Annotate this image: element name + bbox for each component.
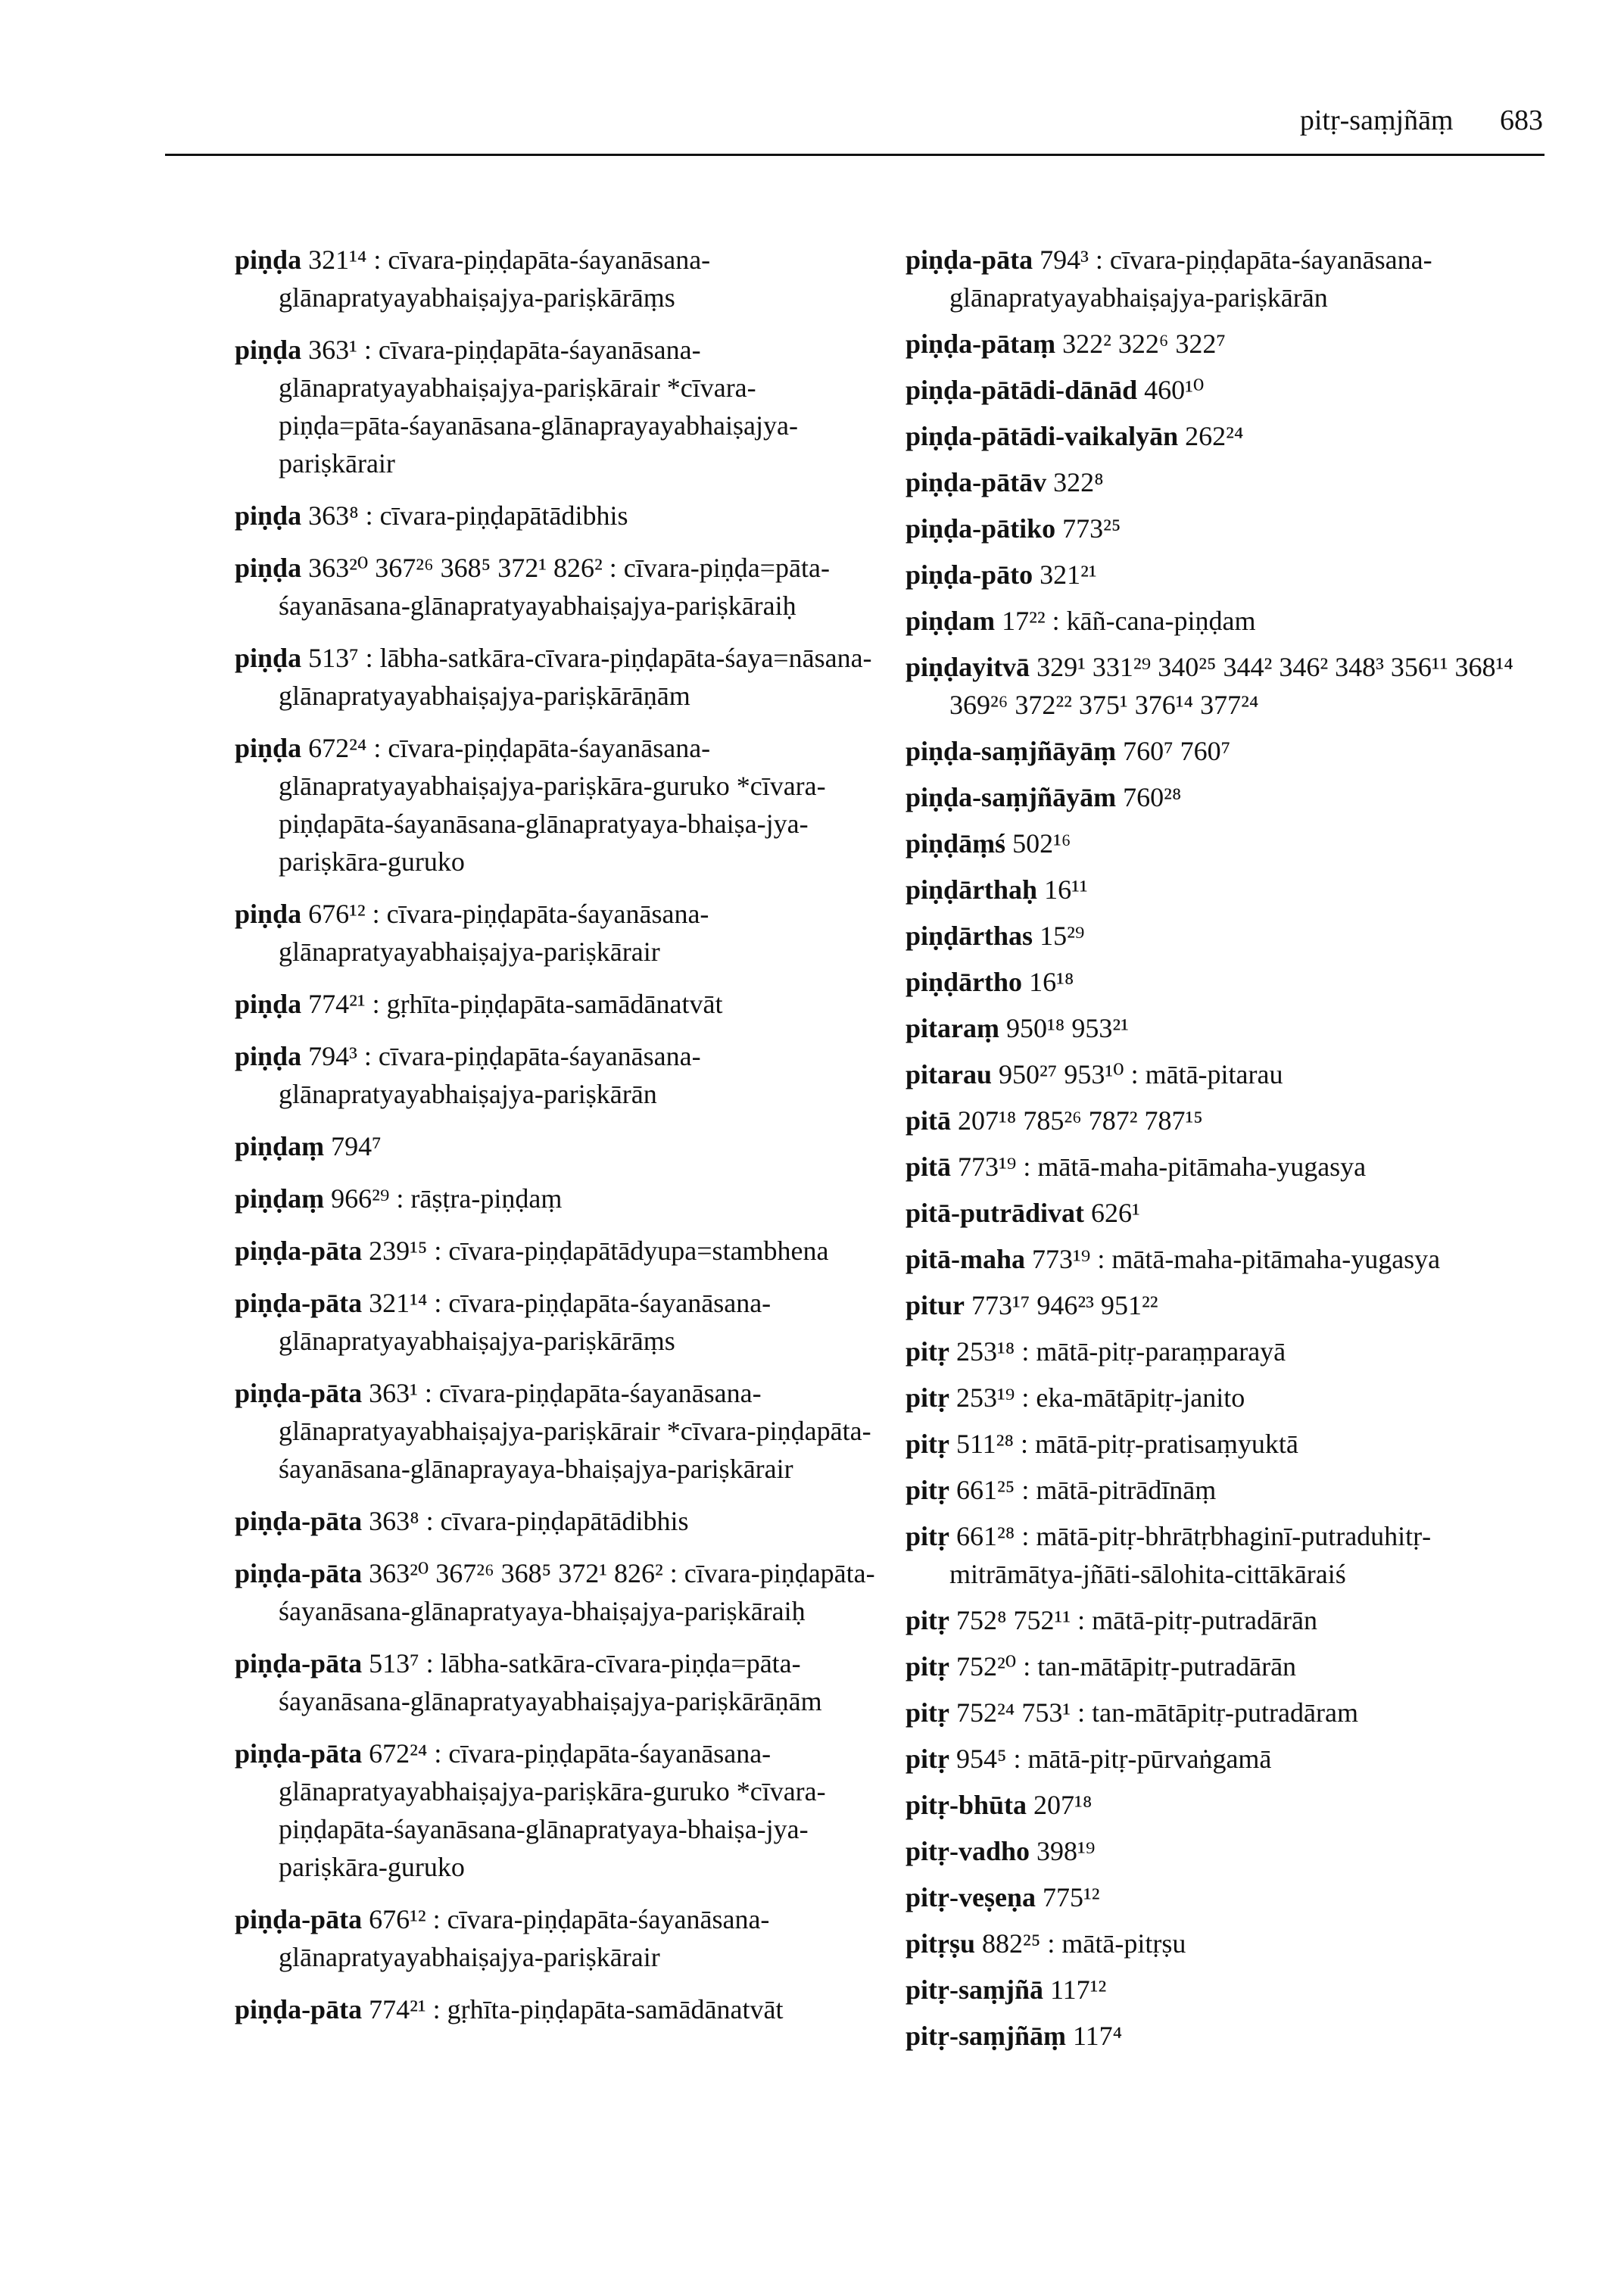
index-entry — [906, 871, 1557, 909]
entry-headword: pitā — [906, 1152, 952, 1182]
index-entry — [906, 463, 1557, 501]
index-entry — [235, 1990, 886, 2028]
index-entry — [906, 1194, 1557, 1232]
index-entry — [906, 1102, 1557, 1139]
entry-references: 363²⁰ 367²⁶ 368⁵ 372¹ 826² : cīvara-piṇḍa=pāta-śayanāsana-glānapratyayabhaiṣajya-pariṣkāraiḥ — [279, 553, 830, 621]
entry-headword: piṇḍa-saṃjñāyāṃ — [906, 736, 1117, 766]
entry-references: 363²⁰ 367²⁶ 368⁵ 372¹ 826² : cīvara-piṇḍapāta-śayanāsana-glānapratyaya-bhaiṣajya-pariṣkāraiḥ — [279, 1558, 875, 1626]
entry-references: 207¹⁸ 785²⁶ 787² 787¹⁵ — [958, 1105, 1203, 1136]
index-entry — [906, 1055, 1557, 1093]
entry-headword: pitā-putrādivat — [906, 1198, 1085, 1228]
index-entry — [906, 1647, 1557, 1685]
index-entry — [906, 510, 1557, 547]
entry-headword: pitṛ — [906, 1521, 949, 1551]
entry-references: 676¹² : cīvara-piṇḍapāta-śayanāsana-glānapratyayabhaiṣajya-pariṣkārair — [279, 899, 709, 967]
entry-headword: pitṛ — [906, 1429, 949, 1459]
entry-headword: piṇḍa-pāta — [235, 1558, 363, 1588]
entry-headword: piṇḍaṃ — [235, 1131, 325, 1161]
entry-headword: piṇḍa-pāta — [235, 1994, 363, 2024]
entry-headword: piṇḍārthaḥ — [906, 874, 1038, 905]
index-entry — [906, 1601, 1557, 1639]
index-entry — [906, 1694, 1557, 1731]
index-entry — [906, 1009, 1557, 1047]
index-entry — [906, 917, 1557, 955]
entry-references: 363¹ : cīvara-piṇḍapāta-śayanāsana-glānapratyayabhaiṣajya-pariṣkārair *cīvara-piṇḍa=pāta-śayanāsana-glānaprayayabhaiṣajya-pariṣkārair — [279, 335, 798, 478]
index-entry — [906, 1786, 1557, 1824]
entry-headword: pitā-maha — [906, 1244, 1026, 1274]
entry-references: 950¹⁸ 953²¹ — [1005, 1013, 1129, 1043]
index-entry — [235, 1900, 886, 1976]
index-entry — [906, 732, 1557, 770]
entry-references: 207¹⁸ — [1033, 1790, 1093, 1820]
entry-references: 626¹ — [1091, 1198, 1140, 1228]
index-entry — [235, 639, 886, 715]
entry-references: 17²² : kāñ-cana-piṇḍam — [1002, 606, 1256, 636]
index-entry — [906, 1286, 1557, 1324]
index-entry — [235, 1180, 886, 1217]
entry-references: 794³ : cīvara-piṇḍapāta-śayanāsana-glānapratyayabhaiṣajya-pariṣkārān — [279, 1041, 701, 1109]
entry-headword: piṇḍāṃś — [906, 828, 1006, 859]
index-entry — [906, 1148, 1557, 1186]
index-entry — [906, 241, 1557, 316]
entry-headword: piṇḍārtho — [906, 967, 1023, 997]
entry-headword: pitṛ — [906, 1605, 949, 1635]
entry-headword: piṇḍa-saṃjñāyām — [906, 782, 1117, 812]
entry-references: 15²⁹ — [1040, 921, 1085, 951]
entry-references: 511²⁸ : mātā-pitṛ-pratisaṃyuktā — [956, 1429, 1298, 1459]
index-entry — [906, 824, 1557, 862]
index-entry — [906, 648, 1557, 724]
entry-headword: piṇḍa-pāta — [235, 1648, 363, 1678]
entry-headword: pitṛ — [906, 1697, 949, 1728]
index-entry — [906, 1425, 1557, 1463]
entry-references: 253¹⁹ : eka-mātāpitṛ-janito — [956, 1382, 1245, 1413]
entry-references: 775¹² — [1042, 1882, 1100, 1912]
entry-headword: piṇḍa-pātādi-dānād — [906, 375, 1138, 405]
entry-references: 773²⁵ — [1062, 513, 1121, 544]
index-entry — [906, 2017, 1557, 2055]
index-entry — [235, 1284, 886, 1360]
entry-headword: piṇḍa — [235, 335, 302, 365]
entry-references: 661²⁸ : mātā-pitṛ-bhrātṛbhaginī-putraduhitṛ-mitrāmātya-jñāti-sālohita-cittākāraiś — [949, 1521, 1432, 1589]
entry-references: 760²⁸ — [1123, 782, 1182, 812]
index-entry — [235, 497, 886, 535]
entry-headword: piṇḍa — [235, 989, 302, 1019]
index-entry — [906, 602, 1557, 640]
entry-headword: pitaraṃ — [906, 1013, 999, 1043]
entry-references: 794⁷ — [331, 1131, 382, 1161]
entry-references: 773¹⁹ : mātā-maha-pitāmaha-yugasya — [958, 1152, 1367, 1182]
entry-references: 966²⁹ : rāṣṭra-piṇḍaṃ — [331, 1183, 563, 1214]
index-entry — [906, 1740, 1557, 1778]
entry-headword: piṇḍa-pāta — [235, 1738, 363, 1769]
index-entry — [235, 1554, 886, 1630]
entry-references: 16¹⁸ — [1029, 967, 1074, 997]
index-entry — [906, 1517, 1557, 1593]
entry-references: 363⁸ : cīvara-piṇḍapātādibhis — [369, 1506, 689, 1536]
entry-references: 950²⁷ 953¹⁰ : mātā-pitarau — [999, 1059, 1283, 1089]
entry-headword: piṇḍaṃ — [235, 1183, 325, 1214]
index-entry — [906, 1471, 1557, 1509]
entry-references: 672²⁴ : cīvara-piṇḍapāta-śayanāsana-glānapratyayabhaiṣajya-pariṣkāra-guruko *cīvara-piṇḍapāta-śayanāsana-glānapratyaya-bhaiṣa-jya-pariṣkāra-guruko — [279, 733, 826, 877]
entry-headword: pitā — [906, 1105, 952, 1136]
entry-references: 398¹⁹ — [1036, 1836, 1096, 1866]
index-entry — [235, 729, 886, 881]
entry-references: 513⁷ : lābha-satkāra-cīvara-piṇḍa=pāta-śayanāsana-glānapratyayabhaiṣajya-pariṣkārāṇām — [279, 1648, 822, 1716]
entry-headword: pitṛṣu — [906, 1928, 976, 1959]
entry-references: 322² 322⁶ 322⁷ — [1062, 329, 1226, 359]
index-entry — [235, 895, 886, 971]
entry-headword: pitṛ — [906, 1336, 949, 1367]
index-entry — [235, 1374, 886, 1488]
entry-references: 752²⁰ : tan-mātāpitṛ-putradārān — [956, 1651, 1297, 1682]
entry-references: 502¹⁶ — [1012, 828, 1071, 859]
index-entry — [906, 1832, 1557, 1870]
index-entry — [235, 1232, 886, 1270]
entry-headword: piṇḍayitvā — [906, 652, 1030, 682]
index-entry — [906, 1379, 1557, 1417]
entry-references: 752²⁴ 753¹ : tan-mātāpitṛ-putradāram — [956, 1697, 1358, 1728]
entry-headword: piṇḍa — [235, 245, 302, 275]
entry-headword: piṇḍa — [235, 553, 302, 583]
index-entry — [235, 549, 886, 625]
index-entry — [906, 371, 1557, 409]
entry-references: 253¹⁸ : mātā-pitṛ-paraṃparayā — [956, 1336, 1286, 1367]
entry-references: 774²¹ : gṛhīta-piṇḍapāta-samādānatvāt — [308, 989, 723, 1019]
entry-references: 513⁷ : lābha-satkāra-cīvara-piṇḍapāta-śaya=nāsana-glānapratyayabhaiṣajya-pariṣkārāṇām — [279, 643, 872, 711]
index-entry — [906, 1240, 1557, 1278]
entry-references: 954⁵ : mātā-pitṛ-pūrvaṅgamā — [956, 1744, 1272, 1774]
entry-references: 773¹⁷ 946²³ 951²² — [971, 1290, 1158, 1320]
index-entry — [906, 417, 1557, 455]
entry-headword: piṇḍa — [235, 500, 302, 531]
entry-references: 239¹⁵ : cīvara-piṇḍapātādyupa=stambhena — [369, 1236, 829, 1266]
index-entry — [906, 1878, 1557, 1916]
entry-headword: pitṛ-saṃjñāṃ — [906, 2021, 1066, 2051]
entry-headword: piṇḍa-pāto — [906, 559, 1033, 590]
entry-references: 774²¹ : gṛhīta-piṇḍapāta-samādānatvāt — [369, 1994, 784, 2024]
entry-headword: pitṛ-bhūta — [906, 1790, 1027, 1820]
index-entry — [906, 1332, 1557, 1370]
entry-headword: piṇḍa-pātādi-vaikalyān — [906, 421, 1179, 451]
entry-references: 672²⁴ : cīvara-piṇḍapāta-śayanāsana-glānapratyayabhaiṣajya-pariṣkāra-guruko *cīvara-piṇḍapāta-śayanāsana-glānapratyaya-bhaiṣa-jya-pariṣkāra-guruko — [279, 1738, 826, 1882]
entry-headword: piṇḍārthas — [906, 921, 1033, 951]
index-entry — [906, 556, 1557, 594]
entry-references: 322⁸ — [1053, 467, 1104, 497]
entry-references: 794³ : cīvara-piṇḍapāta-śayanāsana-glānapratyayabhaiṣajya-pariṣkārān — [949, 245, 1432, 313]
entry-references: 752⁸ 752¹¹ : mātā-pitṛ-putradārān — [956, 1605, 1317, 1635]
entry-references: 321¹⁴ : cīvara-piṇḍapāta-śayanāsana-glānapratyayabhaiṣajya-pariṣkārāṃs — [279, 1288, 771, 1356]
entry-headword: piṇḍa — [235, 1041, 302, 1071]
entry-headword: piṇḍam — [906, 606, 996, 636]
entry-headword: piṇḍa-pāta — [235, 1904, 363, 1934]
entry-references: 882²⁵ : mātā-pitṛṣu — [982, 1928, 1186, 1959]
entry-headword: pitur — [906, 1290, 965, 1320]
entry-references: 329¹ 331²⁹ 340²⁵ 344² 346² 348³ 356¹¹ 368¹⁴ 369²⁶ 372²² 375¹ 376¹⁴ 377²⁴ — [949, 652, 1513, 720]
entry-references: 661²⁵ : mātā-pitrādīnāṃ — [956, 1475, 1217, 1505]
entry-references: 363⁸ : cīvara-piṇḍapātādibhis — [308, 500, 628, 531]
entry-headword: piṇḍa-pāta — [235, 1236, 363, 1266]
index-entry — [235, 1127, 886, 1165]
entry-headword: pitṛ-vadho — [906, 1836, 1030, 1866]
entry-references: 363¹ : cīvara-piṇḍapāta-śayanāsana-glānapratyayabhaiṣajya-pariṣkārair *cīvara-piṇḍapāta-śayanāsana-glānaprayaya-bhaiṣajya-pariṣkārair — [279, 1378, 871, 1484]
entry-references: 773¹⁹ : mātā-maha-pitāmaha-yugasya — [1032, 1244, 1441, 1274]
right-column — [906, 241, 1557, 2063]
index-entry — [235, 1644, 886, 1720]
entry-headword: pitṛ — [906, 1651, 949, 1682]
entry-headword: piṇḍa-pāta — [235, 1378, 363, 1408]
entry-references: 16¹¹ — [1044, 874, 1088, 905]
entry-headword: piṇḍa — [235, 733, 302, 763]
index-entry — [235, 241, 886, 316]
entry-references: 117⁴ — [1072, 2021, 1123, 2051]
entry-headword: pitṛ — [906, 1382, 949, 1413]
entry-headword: piṇḍa-pātāv — [906, 467, 1047, 497]
entry-headword: piṇḍa-pātaṃ — [906, 329, 1056, 359]
index-entry — [235, 1037, 886, 1113]
left-column — [235, 241, 886, 2043]
entry-references: 460¹⁰ — [1144, 375, 1205, 405]
index-entry — [906, 1925, 1557, 1962]
index-entry — [235, 331, 886, 482]
index-entry — [906, 325, 1557, 363]
entry-references: 676¹² : cīvara-piṇḍapāta-śayanāsana-glānapratyayabhaiṣajya-pariṣkārair — [279, 1904, 770, 1972]
entry-headword: pitṛ-saṃjñā — [906, 1975, 1043, 2005]
entry-headword: pitarau — [906, 1059, 993, 1089]
entry-headword: piṇḍa — [235, 899, 302, 929]
entry-headword: pitṛ — [906, 1475, 949, 1505]
running-head: pitṛ-saṃjñāṃ — [1299, 104, 1454, 136]
entry-headword: piṇḍa-pāta — [235, 1506, 363, 1536]
entry-headword: piṇḍa — [235, 643, 302, 673]
page-number: 683 — [1500, 104, 1543, 136]
header-rule — [165, 154, 1545, 156]
entry-headword: piṇḍa-pāta — [906, 245, 1033, 275]
index-entry — [906, 1971, 1557, 2009]
entry-references: 117¹² — [1050, 1975, 1107, 2005]
entry-headword: piṇḍa-pātiko — [906, 513, 1056, 544]
entry-references: 760⁷ 760⁷ — [1123, 736, 1231, 766]
entry-headword: pitṛ — [906, 1744, 949, 1774]
entry-references: 321¹⁴ : cīvara-piṇḍapāta-śayanāsana-glānapratyayabhaiṣajya-pariṣkārāṃs — [279, 245, 711, 313]
index-entry — [906, 778, 1557, 816]
entry-headword: piṇḍa-pāta — [235, 1288, 363, 1318]
entry-references: 321²¹ — [1040, 559, 1097, 590]
entry-headword: pitṛ-veṣeṇa — [906, 1882, 1036, 1912]
index-entry — [235, 1735, 886, 1886]
page-header — [0, 106, 1543, 135]
index-entry — [235, 1502, 886, 1540]
index-entry — [906, 963, 1557, 1001]
index-entry — [235, 985, 886, 1023]
entry-references: 262²⁴ — [1185, 421, 1244, 451]
